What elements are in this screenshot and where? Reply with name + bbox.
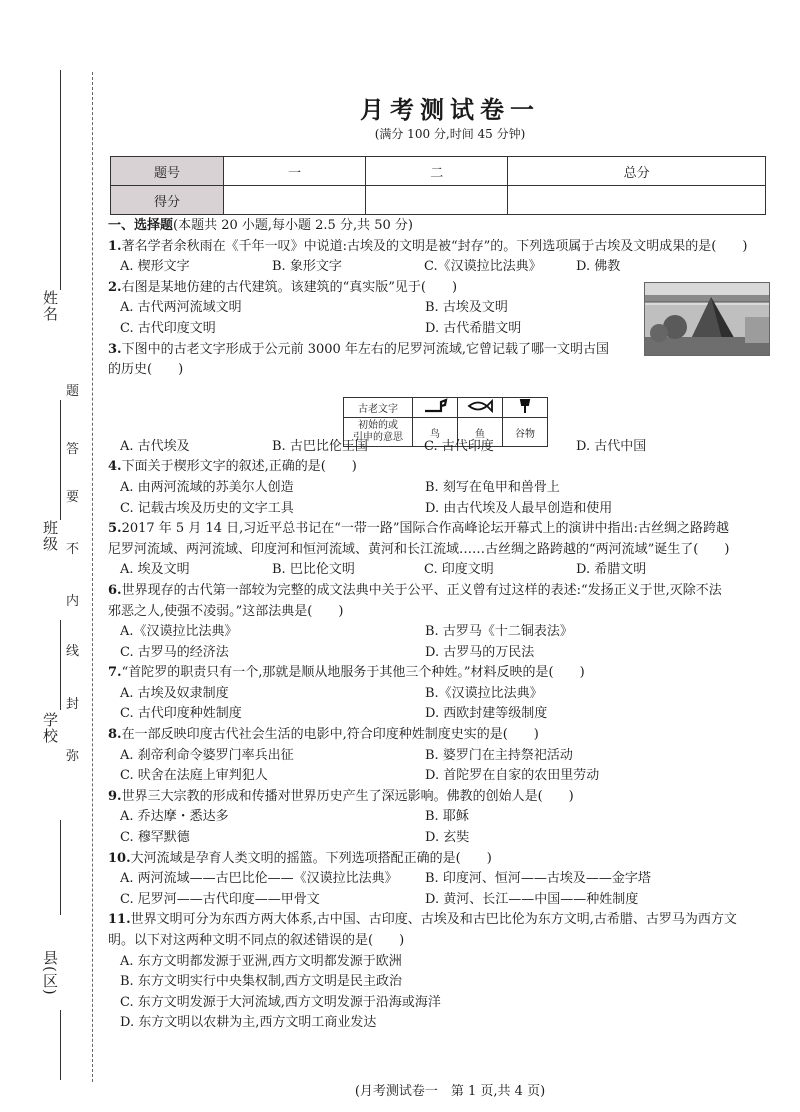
option[interactable]: A. 乔达摩・悉达多 xyxy=(120,809,229,825)
question-6 xyxy=(108,581,778,602)
option[interactable]: A. 刹帝利命令婆罗门率兵出征 xyxy=(120,747,294,763)
script-meaning: 谷物 xyxy=(503,418,548,447)
options-row xyxy=(108,890,778,911)
option[interactable]: D. 古代希腊文明 xyxy=(425,320,522,336)
script-label-line: 初始的或 xyxy=(358,420,398,431)
option[interactable]: D. 希腊文明 xyxy=(576,562,647,578)
options-row xyxy=(108,869,778,890)
question-stem: 下图中的古老文字形成于公元前 3000 年左右的尼罗河流域,它曾记载了哪一文明古国 xyxy=(121,341,610,357)
section-note: (本题共 20 小题,每小题 2.5 分,共 50 分) xyxy=(173,218,413,233)
seal-char: 内 xyxy=(66,594,80,609)
questions xyxy=(108,216,778,1034)
question-number: 3. xyxy=(108,341,122,357)
option[interactable]: B.《汉谟拉比法典》 xyxy=(425,685,543,701)
question-11 xyxy=(108,910,778,931)
option[interactable]: D. 黄河、长江——中国——种姓制度 xyxy=(425,891,639,907)
score-table-row xyxy=(111,186,766,215)
option[interactable]: A. 埃及文明 xyxy=(120,562,190,578)
question-3 xyxy=(108,340,778,361)
page-footer: (月考测试卷一 第 1 页,共 4 页) xyxy=(354,1084,546,1099)
question-5 xyxy=(108,519,778,540)
options-row xyxy=(108,257,778,278)
question-number: 7. xyxy=(108,665,122,681)
option[interactable]: B. 印度河、恒河——古埃及——金字塔 xyxy=(425,871,651,887)
question-stem: 下面关于楔形文字的叙述,正确的是( ) xyxy=(121,459,357,475)
option[interactable]: C. 印度文明 xyxy=(424,562,494,578)
script-label-line: 引申的意思 xyxy=(353,432,403,443)
seal-char: 封 xyxy=(66,697,80,712)
seal-char: 线 xyxy=(66,644,80,659)
option[interactable]: D. 首陀罗在自家的农田里劳动 xyxy=(425,768,600,784)
score-input-cell[interactable] xyxy=(224,186,366,215)
seal-char: 弥 xyxy=(66,749,80,764)
option[interactable]: C. 东方文明发源于大河流域,西方文明发源于沿海或海洋 xyxy=(120,994,441,1010)
options-row xyxy=(108,704,778,725)
section-heading xyxy=(108,216,778,237)
script-row-label: 古老文字 xyxy=(344,398,413,418)
options-row xyxy=(108,766,778,787)
question-9 xyxy=(108,787,778,808)
options-row xyxy=(108,643,778,664)
option[interactable]: A.《汉谟拉比法典》 xyxy=(120,624,238,640)
option[interactable]: A. 由两河流域的苏美尔人创造 xyxy=(120,479,294,495)
question-2 xyxy=(108,278,778,299)
exam-subtitle: (满分 100 分,时间 45 分钟) xyxy=(374,127,526,141)
options-row xyxy=(108,499,778,520)
seal-char: 要 xyxy=(66,490,80,505)
option[interactable]: A. 东方文明都发源于亚洲,西方文明都发源于欧洲 xyxy=(120,953,402,969)
score-table xyxy=(110,156,766,215)
question-4 xyxy=(108,457,778,478)
margin-line xyxy=(60,820,61,915)
score-cell: 一 xyxy=(224,157,366,186)
question-number: 8. xyxy=(108,727,122,743)
options-row xyxy=(108,807,778,828)
score-input-cell[interactable] xyxy=(366,186,508,215)
option[interactable]: C. 记载古埃及历史的文字工具 xyxy=(120,500,294,516)
score-input-cell[interactable] xyxy=(508,186,766,215)
question-stem: 著名学者余秋雨在《千年一叹》中说道:古埃及的文明是被“封存”的。下列选项属于古埃及文明成果的是( ) xyxy=(121,238,748,254)
margin-line xyxy=(60,620,61,710)
score-cell: 题号 xyxy=(111,157,224,186)
option[interactable]: B. 象形文字 xyxy=(272,259,342,275)
question-number: 10. xyxy=(108,850,131,866)
score-table-row xyxy=(111,157,766,186)
option[interactable]: B. 古罗马《十二铜表法》 xyxy=(425,624,573,640)
score-cell: 得分 xyxy=(111,186,224,215)
option[interactable]: C. 古代印度文明 xyxy=(120,320,216,336)
question-number: 9. xyxy=(108,788,122,804)
option[interactable]: B. 东方文明实行中央集权制,西方文明是民主政治 xyxy=(120,974,402,990)
option[interactable]: A. 古埃及奴隶制度 xyxy=(120,685,229,701)
question-7 xyxy=(108,663,778,684)
option[interactable]: A. 两河流域——古巴比伦——《汉谟拉比法典》 xyxy=(120,871,398,887)
margin-line xyxy=(60,1010,61,1080)
option[interactable]: D. 由古代埃及人最早创造和使用 xyxy=(425,500,613,516)
exam-title: 月考测试卷一 xyxy=(360,95,540,124)
question-1 xyxy=(108,237,778,258)
option[interactable]: C. 古代印度种姓制度 xyxy=(120,706,242,722)
option[interactable]: A. 古代两河流域文明 xyxy=(120,300,242,316)
options-row xyxy=(108,478,778,499)
options-row xyxy=(108,622,778,643)
question-number: 1. xyxy=(108,238,122,254)
figure-space xyxy=(108,381,778,437)
option[interactable]: B. 古埃及文明 xyxy=(425,300,508,316)
option[interactable]: D. 佛教 xyxy=(576,259,621,275)
option[interactable]: B. 古巴比伦王国 xyxy=(272,438,368,454)
option[interactable]: D. 古代中国 xyxy=(576,438,647,454)
option[interactable]: D. 西欧封建等级制度 xyxy=(425,706,548,722)
question-stem: 在一部反映印度古代社会生活的电影中,符合印度种姓制度史实的是( ) xyxy=(121,727,539,743)
option[interactable]: C. 吠舍在法庭上审判犯人 xyxy=(120,768,268,784)
score-cell: 总分 xyxy=(508,157,766,186)
question-stem-continued: 尼罗河流域、两河流域、印度河和恒河流域、黄河和长江流域……古丝绸之路跨越的“两河流域”诞生了( ) xyxy=(108,541,730,557)
margin-label-name: 姓名 xyxy=(41,290,59,322)
question-stem: 世界现存的古代第一部较为完整的成文法典中关于公平、正义曾有过这样的表述:“发扬正义于世,灭除不法 xyxy=(121,582,722,598)
options-row xyxy=(108,828,778,849)
option[interactable]: C. 古代印度 xyxy=(424,438,494,454)
option[interactable]: D. 玄奘 xyxy=(425,830,470,846)
question-stem: 大河流域是孕育人类文明的摇篮。下列选项搭配正确的是( ) xyxy=(130,850,492,866)
options-row xyxy=(108,684,778,705)
question-10 xyxy=(108,849,778,870)
margin-label-class: 班级 xyxy=(41,520,59,552)
question-stem-continued: 的历史( ) xyxy=(108,362,184,378)
option[interactable]: C.《汉谟拉比法典》 xyxy=(424,259,542,275)
question-number: 4. xyxy=(108,459,122,475)
script-meaning: 鸟 xyxy=(413,418,458,447)
score-cell: 二 xyxy=(366,157,508,186)
margin-label-school: 学校 xyxy=(41,712,59,744)
options-row xyxy=(108,319,778,340)
section-title: 一、选择题 xyxy=(108,218,174,233)
option[interactable]: B. 耶稣 xyxy=(425,809,469,825)
question-stem: 右图是某地仿建的古代建筑。该建筑的“真实版”见于( ) xyxy=(121,279,458,295)
options-row xyxy=(108,746,778,767)
margin-label-county: 县(区) xyxy=(41,950,59,996)
option[interactable]: B. 婆罗门在主持祭祀活动 xyxy=(425,747,573,763)
question-number: 11. xyxy=(108,912,131,928)
option[interactable]: A. 古代埃及 xyxy=(120,438,190,454)
option[interactable]: B. 刻写在龟甲和兽骨上 xyxy=(425,479,560,495)
question-stem: 世界文明可分为东西方两大体系,古中国、古印度、古埃及和古巴比伦为东方文明,古希腊、古罗马为西方文 xyxy=(130,912,737,928)
option[interactable]: D. 古罗马的万民法 xyxy=(425,644,535,660)
question-stem-continued: 明。以下对这两种文明不同点的叙述错误的是( ) xyxy=(108,933,405,948)
option[interactable]: C. 穆罕默德 xyxy=(120,830,190,846)
option[interactable]: C. 尼罗河——古代印度——甲骨文 xyxy=(120,891,320,907)
question-8 xyxy=(108,725,778,746)
question-number: 2. xyxy=(108,279,122,295)
question-stem: 2017 年 5 月 14 日,习近平总书记在“一带一路”国际合作高峰论坛开幕式上的演讲中指出:古丝绸之路跨越 xyxy=(121,521,729,537)
seal-char: 题 xyxy=(66,384,80,399)
question-number: 5. xyxy=(108,521,122,537)
seal-dashed-line xyxy=(92,72,93,1082)
question-stem: 世界三大宗教的形成和传播对世界历史产生了深远影响。佛教的创始人是( ) xyxy=(121,788,574,804)
option[interactable]: B. 巴比伦文明 xyxy=(272,562,355,578)
options-row xyxy=(108,560,778,581)
script-meaning: 鱼 xyxy=(458,418,503,447)
seal-char: 不 xyxy=(66,542,80,557)
option[interactable]: D. 东方文明以农耕为主,西方文明工商业发达 xyxy=(120,1015,377,1031)
question-stem-continued: 邪恶之人,使强不凌弱。”这部法典是( ) xyxy=(108,603,344,619)
question-number: 6. xyxy=(108,582,122,598)
option[interactable]: C. 古罗马的经济法 xyxy=(120,644,229,660)
options-row xyxy=(108,437,778,458)
option[interactable]: A. 楔形文字 xyxy=(120,259,190,275)
seal-char: 答 xyxy=(66,442,80,457)
question-stem: “首陀罗的职责只有一个,那就是顺从地服务于其他三个种姓。”材料反映的是( ) xyxy=(121,665,585,681)
margin-line xyxy=(60,400,61,520)
options-row xyxy=(108,298,778,319)
